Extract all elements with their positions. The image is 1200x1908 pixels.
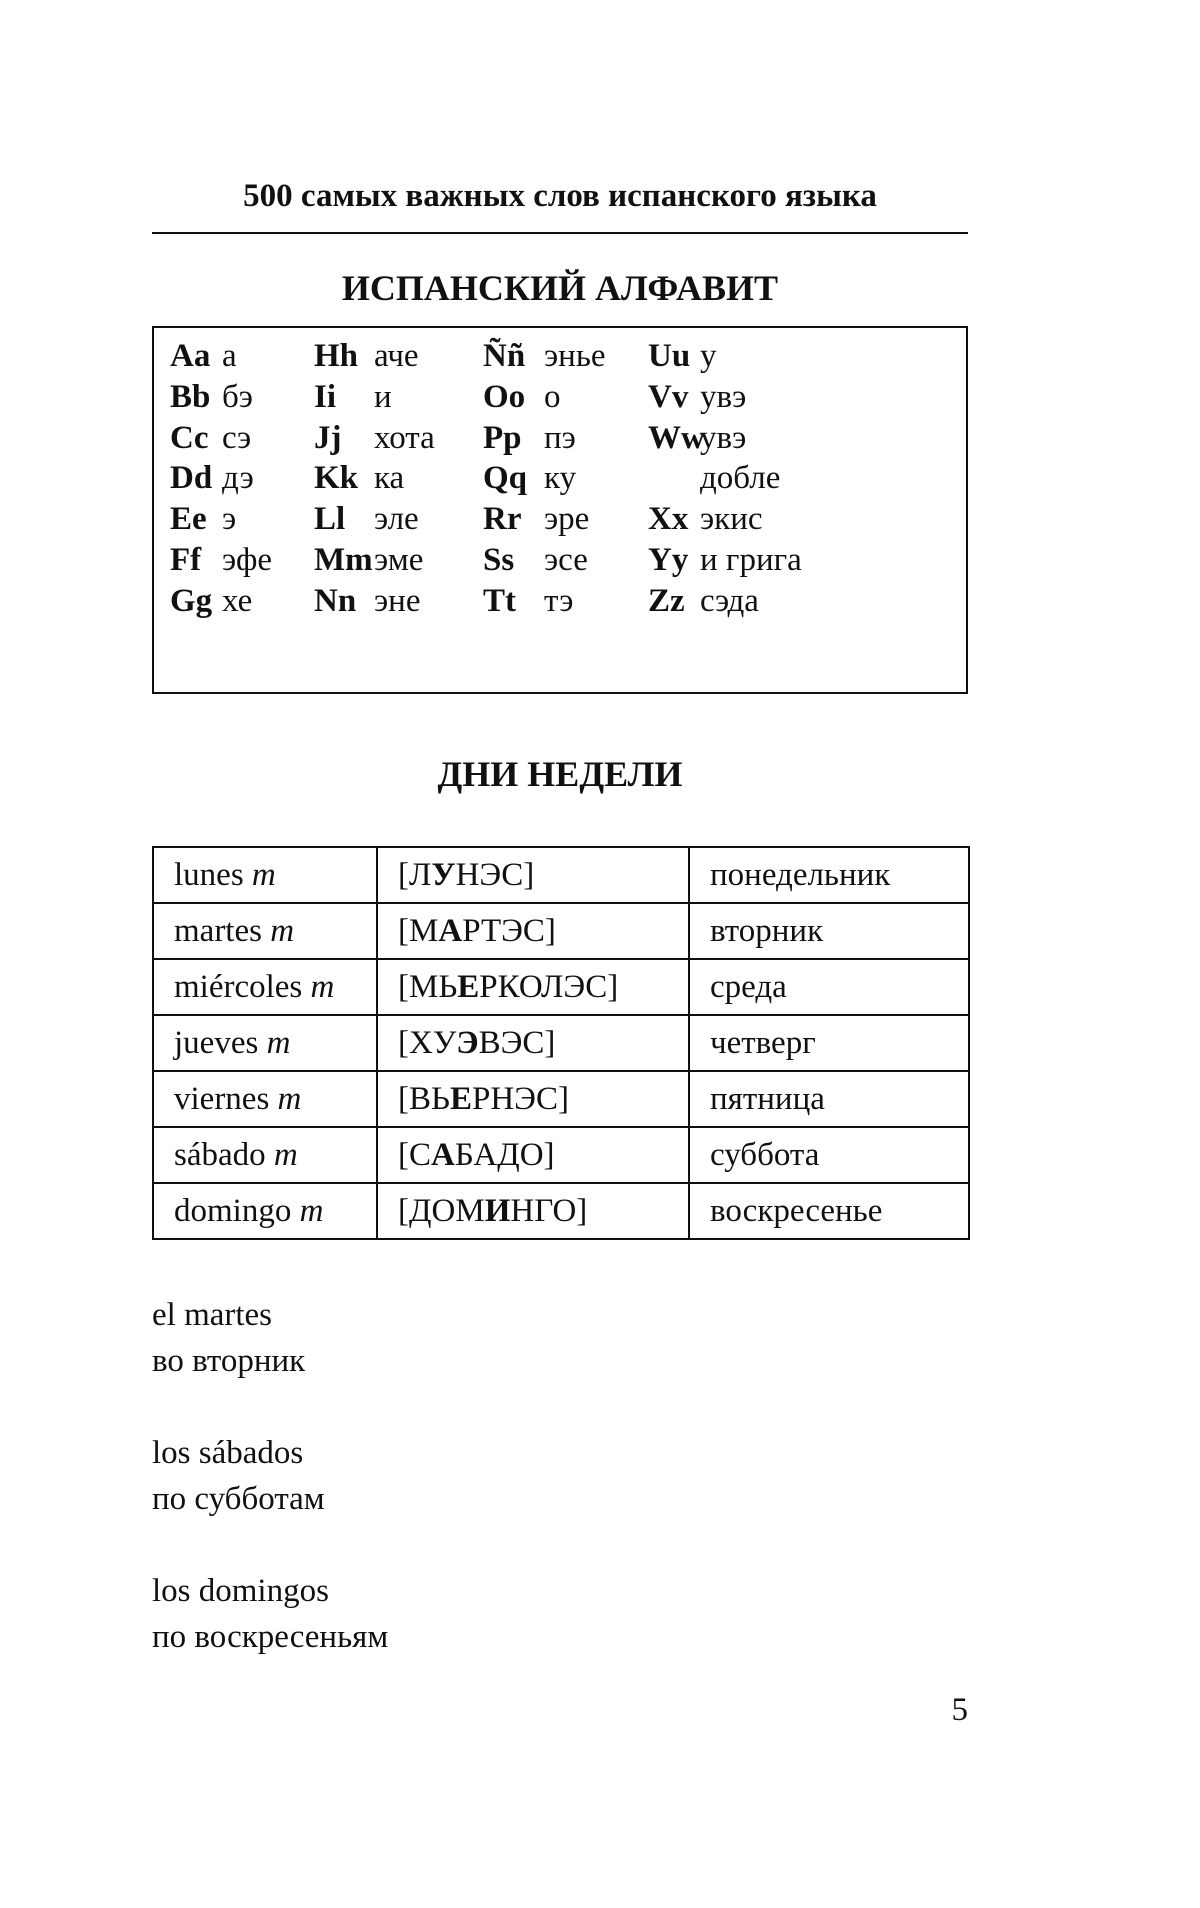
alphabet-letter: Zz xyxy=(648,582,685,619)
alphabet-letter-name: увэ xyxy=(700,419,747,456)
example-phrase xyxy=(152,1430,968,1522)
alphabet-letter-name: и грига xyxy=(700,542,802,578)
weekday-row xyxy=(153,1183,969,1239)
weekday-russian: понедельник xyxy=(689,847,969,903)
weekday-row xyxy=(153,1071,969,1127)
alphabet-letter-name: аче xyxy=(374,338,419,374)
alphabet-letter-name: эме xyxy=(374,542,424,578)
page-number: 5 xyxy=(951,1692,968,1728)
alphabet-letter-name: экис xyxy=(700,501,763,538)
weekday-row xyxy=(153,903,969,959)
alphabet-letter-name: ку xyxy=(544,460,577,497)
weekday-spanish-cell xyxy=(153,1015,377,1071)
alphabet-letter: Qq xyxy=(483,460,528,497)
weekday-row xyxy=(153,959,969,1015)
weekdays-title: ДНИ НЕДЕЛИ xyxy=(437,754,683,794)
weekday-russian: суббота xyxy=(689,1127,969,1183)
alphabet-letter-name: энье xyxy=(544,338,606,374)
alphabet-letter: Ee xyxy=(170,501,207,538)
weekday-spanish: sábado xyxy=(174,1137,266,1173)
alphabet-letter: Dd xyxy=(170,460,213,497)
alphabet-title: ИСПАНСКИЙ АЛФАВИТ xyxy=(341,268,779,308)
weekday-pronunciation xyxy=(377,1071,689,1127)
weekday-russian: вторник xyxy=(689,903,969,959)
weekday-pronunciation xyxy=(377,1183,689,1239)
alphabet-letter: Ss xyxy=(483,542,515,578)
weekday-row xyxy=(153,1127,969,1183)
alphabet-letter-name: и xyxy=(374,378,392,415)
pronunciation-part: [С xyxy=(398,1137,431,1173)
stressed-vowel: И xyxy=(484,1193,511,1229)
alphabet-letter: Bb xyxy=(170,378,211,415)
alphabet-letter-name: увэ xyxy=(700,378,747,415)
alphabet-letter: Hh xyxy=(314,338,359,374)
alphabet-letter: Vv xyxy=(648,378,689,415)
alphabet-letter-name: хота xyxy=(374,419,435,456)
alphabet-letter: Oo xyxy=(483,378,526,415)
running-head: 500 самых важных слов испанского языка xyxy=(243,178,877,214)
alphabet-letter-name: ка xyxy=(374,460,405,497)
weekday-spanish: martes xyxy=(174,913,262,949)
alphabet-letter: Tt xyxy=(483,582,516,619)
example-russian: по воскресеньям xyxy=(152,1619,389,1655)
alphabet-letter: Ff xyxy=(170,542,202,578)
book-page xyxy=(152,0,968,1908)
pronunciation-part: НГО] xyxy=(510,1193,588,1229)
pronunciation-part: НЭС] xyxy=(455,857,535,893)
stressed-vowel: Е xyxy=(457,969,480,1005)
example-spanish: el martes xyxy=(152,1297,273,1333)
alphabet-letter-name: эре xyxy=(544,501,590,538)
alphabet-letter-name: эфе xyxy=(222,542,272,578)
gender-marker: m xyxy=(277,1081,302,1117)
weekday-spanish-cell xyxy=(153,903,377,959)
stressed-vowel: А xyxy=(431,1137,455,1173)
weekday-spanish-cell xyxy=(153,1183,377,1239)
weekday-spanish-cell xyxy=(153,959,377,1015)
alphabet-letter-name: сэда xyxy=(700,582,759,619)
alphabet-letter-name: а xyxy=(222,338,237,374)
header-rule xyxy=(152,232,968,234)
weekday-row xyxy=(153,847,969,903)
alphabet-letter-name: о xyxy=(544,378,561,415)
alphabet-letter: Gg xyxy=(170,582,213,619)
weekday-spanish-cell xyxy=(153,847,377,903)
weekdays-table xyxy=(152,846,970,1240)
alphabet-letter-name: эне xyxy=(374,582,421,619)
alphabet-letter: Pp xyxy=(483,419,522,456)
weekday-spanish: jueves xyxy=(174,1025,259,1061)
weekday-pronunciation xyxy=(377,903,689,959)
example-russian: по субботам xyxy=(152,1481,325,1517)
example-phrase xyxy=(152,1292,968,1384)
alphabet-letter: Jj xyxy=(314,419,342,456)
example-spanish: los sábados xyxy=(152,1435,304,1471)
pronunciation-part: БАДО] xyxy=(454,1137,555,1173)
weekday-spanish: domingo xyxy=(174,1193,292,1229)
weekday-russian: пятница xyxy=(689,1071,969,1127)
alphabet-letter: Xx xyxy=(648,501,689,538)
pronunciation-part: ВЭС] xyxy=(478,1025,556,1061)
weekday-spanish-cell xyxy=(153,1071,377,1127)
alphabet-letter-name: бэ xyxy=(222,378,253,415)
gender-marker: m xyxy=(299,1193,324,1229)
weekday-spanish: viernes xyxy=(174,1081,270,1117)
alphabet-letter: Mm xyxy=(314,542,373,578)
pronunciation-part: РКОЛЭС] xyxy=(479,969,619,1005)
weekday-pronunciation xyxy=(377,959,689,1015)
pronunciation-part: [М xyxy=(398,913,439,949)
pronunciation-part: [ВЬ xyxy=(398,1081,450,1117)
pronunciation-part: [ХУ xyxy=(398,1025,457,1061)
alphabet-letter-name: тэ xyxy=(544,582,574,619)
alphabet-letter-name: у xyxy=(700,338,717,374)
weekday-pronunciation xyxy=(377,1127,689,1183)
alphabet-letter: Yy xyxy=(648,542,689,578)
pronunciation-part: [МЬ xyxy=(398,969,458,1005)
gender-marker: m xyxy=(251,857,276,893)
weekday-russian: воскресенье xyxy=(689,1183,969,1239)
alphabet-letter: Uu xyxy=(648,338,691,374)
gender-marker: m xyxy=(273,1137,298,1173)
gender-marker: m xyxy=(310,969,335,1005)
alphabet-letter: Ll xyxy=(314,501,346,538)
weekday-pronunciation xyxy=(377,847,689,903)
weekday-spanish-cell xyxy=(153,1127,377,1183)
alphabet-letter-name: хе xyxy=(222,582,253,619)
alphabet-letter-name: добле xyxy=(700,460,781,497)
alphabet-letter-name: э xyxy=(222,501,237,538)
alphabet-letter-name: дэ xyxy=(222,460,254,497)
example-spanish: los domingos xyxy=(152,1573,329,1609)
alphabet-letter: Ññ xyxy=(483,338,526,374)
pronunciation-part: РНЭС] xyxy=(471,1081,569,1117)
stressed-vowel: Е xyxy=(449,1081,472,1117)
pronunciation-part: РТЭС] xyxy=(462,913,556,949)
weekday-row xyxy=(153,1015,969,1071)
weekday-spanish: lunes xyxy=(174,857,244,893)
alphabet-letter: Ww xyxy=(648,419,705,456)
alphabet-letter: Aa xyxy=(170,338,211,374)
stressed-vowel: А xyxy=(438,913,463,949)
weekday-russian: четверг xyxy=(689,1015,969,1071)
weekday-spanish: miércoles xyxy=(174,969,303,1005)
pronunciation-part: [ДОМ xyxy=(398,1193,485,1229)
weekday-pronunciation xyxy=(377,1015,689,1071)
alphabet-letter-name: эсе xyxy=(544,542,588,578)
gender-marker: m xyxy=(270,913,295,949)
pronunciation-part: [Л xyxy=(398,857,432,893)
example-phrase xyxy=(152,1568,968,1660)
alphabet-letter: Kk xyxy=(314,460,359,497)
alphabet-letter-name: сэ xyxy=(222,419,252,456)
weekday-russian: среда xyxy=(689,959,969,1015)
alphabet-row xyxy=(154,577,970,626)
gender-marker: m xyxy=(266,1025,291,1061)
alphabet-letter-name: пэ xyxy=(544,419,576,456)
alphabet-letter: Ii xyxy=(314,378,337,415)
example-russian: во вторник xyxy=(152,1343,306,1379)
alphabet-letter: Cc xyxy=(170,419,209,456)
alphabet-letter: Nn xyxy=(314,582,357,619)
stressed-vowel: Э xyxy=(456,1025,479,1061)
alphabet-table xyxy=(152,326,968,694)
alphabet-letter-name: эле xyxy=(374,501,419,538)
stressed-vowel: У xyxy=(431,857,456,893)
alphabet-letter: Rr xyxy=(483,501,522,538)
